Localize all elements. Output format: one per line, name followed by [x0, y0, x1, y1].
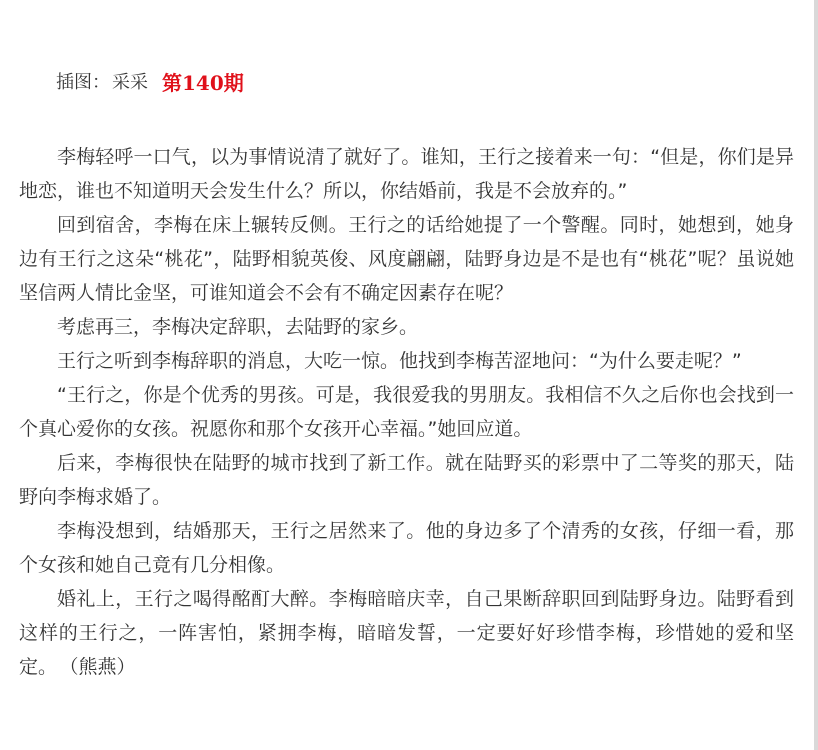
illustration-label: 插图： — [56, 72, 110, 93]
page-right-edge — [814, 0, 818, 750]
paragraph-1: 李梅轻呼一口气，以为事情说清了就好了。谁知，王行之接着来一句：“但是，你们是异地恋，谁也不知道明天会发生什么？所以，你结婚前，我是不会放弃的。” — [19, 146, 794, 202]
paragraph-5: “王行之，你是个优秀的男孩。可是，我很爱我的男朋友。我相信不久之后你也会找到一个真心爱你的女孩。祝愿你和那个女孩开心幸福。”她回应道。 — [19, 384, 794, 440]
paragraph-8 — [19, 582, 794, 684]
article-header — [56, 66, 244, 96]
issue-number: 第140期 — [162, 70, 244, 95]
paragraph-2: 回到宿舍，李梅在床上辗转反侧。王行之的话给她提了一个警醒。同时，她想到，她身边有王行之这朵“桃花”，陆野相貌英俊、风度翩翩，陆野身边是不是也有“桃花”呢？虽说她坚信两人情比金坚，可谁知道会不会有不确定因素存在呢？ — [19, 214, 794, 304]
author-byline: （熊燕） — [69, 656, 136, 678]
paragraph-4: 王行之听到李梅辞职的消息，大吃一惊。他找到李梅苦涩地问：“为什么要走呢？” — [57, 350, 742, 372]
paragraph-6: 后来，李梅很快在陆野的城市找到了新工作。就在陆野买的彩票中了二等奖的那天，陆野向李梅求婚了。 — [19, 452, 794, 508]
paragraph-7: 李梅没想到，结婚那天，王行之居然来了。他的身边多了个清秀的女孩，仔细一看，那个女孩和她自己竟有几分相像。 — [19, 520, 794, 576]
article-body — [19, 140, 794, 684]
paragraph-8-text: 婚礼上，王行之喝得酩酊大醉。李梅暗暗庆幸，自己果断辞职回到陆野身边。陆野看到这样的王行之，一阵害怕，紧拥李梅，暗暗发誓，一定要好好珍惜李梅，珍惜她的爱和坚定。 — [19, 588, 794, 678]
illustration-credit: 采采 — [112, 72, 148, 93]
paragraph-3: 考虑再三，李梅决定辞职，去陆野的家乡。 — [57, 316, 419, 338]
